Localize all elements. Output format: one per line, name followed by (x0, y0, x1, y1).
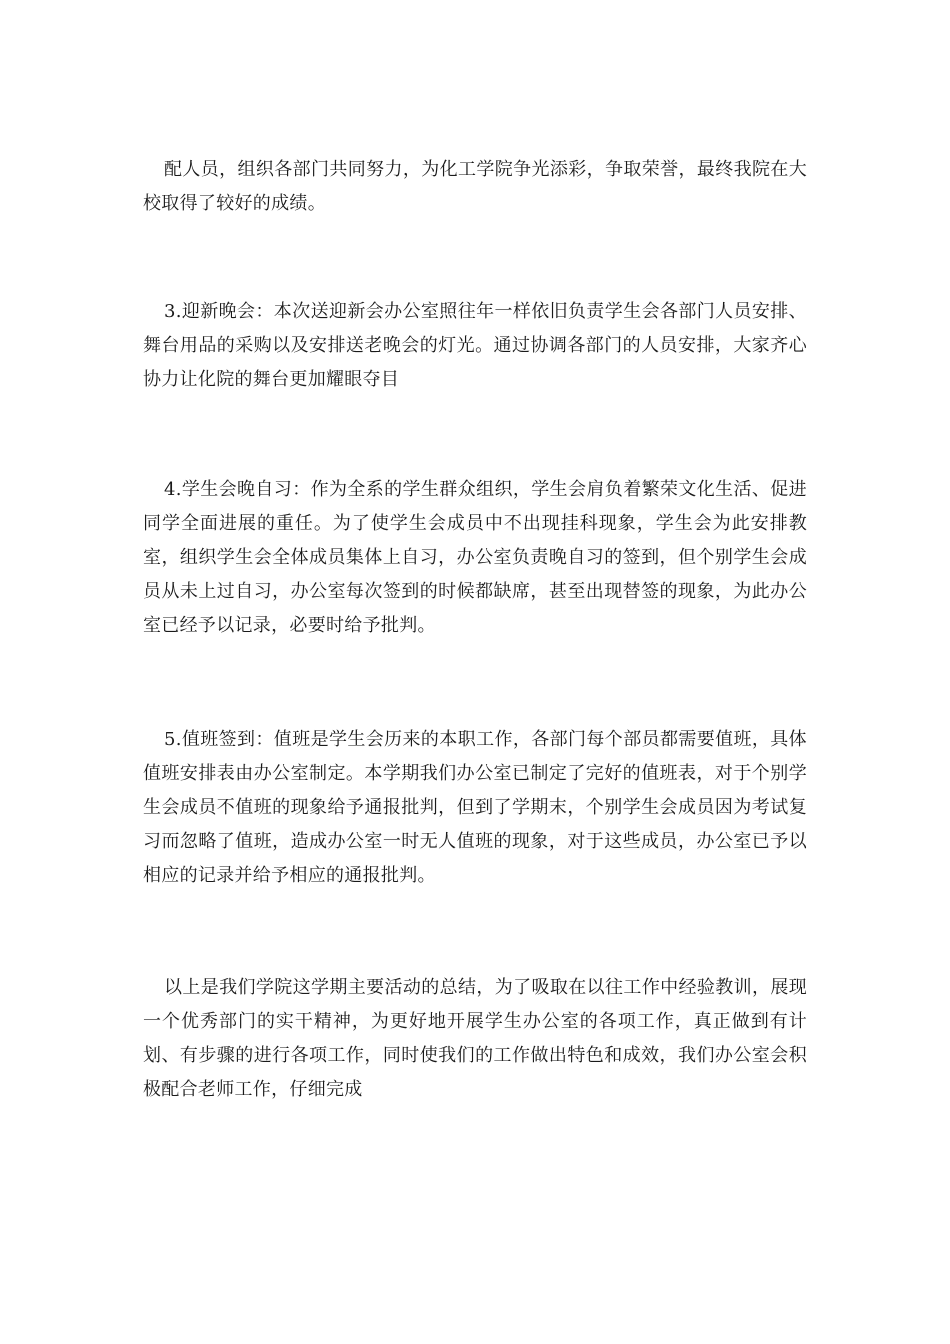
paragraph-welcome-party: 3.迎新晚会：本次送迎新会办公室照往年一样依旧负责学生会各部门人员安排、舞台用品的采购以及安排送老晚会的灯光。通过协调各部门的人员安排，大家齐心协力让化院的舞台更加耀眼夺目 (143, 301, 807, 390)
paragraph-continuation: 配人员，组织各部门共同努力，为化工学院争光添彩，争取荣誉，最终我院在大校取得了较好的成绩。 (143, 159, 807, 214)
paragraph-evening-study: 4.学生会晚自习：作为全系的学生群众组织，学生会肩负着繁荣文化生活、促进同学全面进展的重任。为了使学生会成员中不出现挂科现象，学生会为此安排教室，组织学生会全体成员集体上自习，办公室负责晚自习的签到，但个别学生会成员从未上过自习，办公室每次签到的时候都缺席，甚至出现替签的现象，为此办公室已经予以记录，必要时给予批判。 (143, 479, 807, 636)
paragraph-duty-signin: 5.值班签到：值班是学生会历来的本职工作，各部门每个部员都需要值班，具体值班安排表由办公室制定。本学期我们办公室已制定了完好的值班表，对于个别学生会成员不值班的现象给予通报批判，但到了学期末，个别学生会成员因为考试复习而忽略了值班，造成办公室一时无人值班的现象，对于这些成员，办公室已予以相应的记录并给予相应的通报批判。 (143, 729, 807, 886)
paragraph-summary: 以上是我们学院这学期主要活动的总结，为了吸取在以往工作中经验教训，展现一个优秀部门的实干精神，为更好地开展学生办公室的各项工作，真正做到有计划、有步骤的进行各项工作，同时使我们的工作做出特色和成效，我们办公室会积极配合老师工作，仔细完成 (143, 977, 807, 1100)
